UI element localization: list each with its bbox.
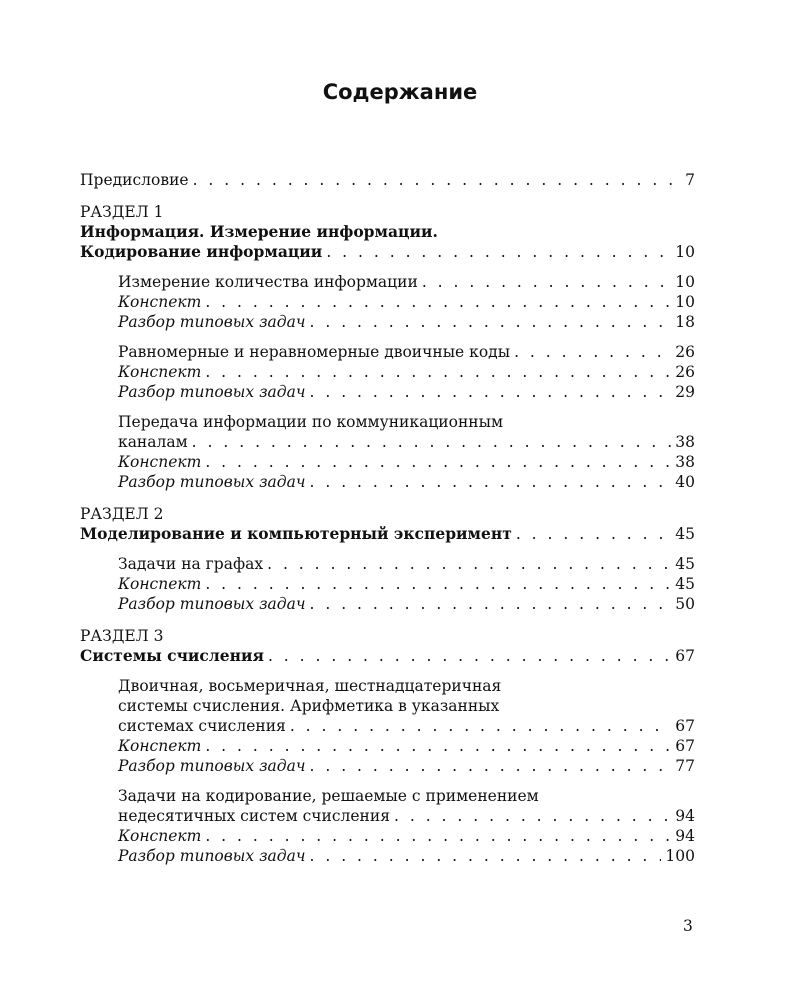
dot-leader [516, 524, 671, 544]
dot-leader [205, 452, 671, 472]
dot-leader [267, 554, 671, 574]
toc-entry-konspekt[interactable] [80, 452, 695, 472]
toc-entry-subsection-page: 26 [675, 343, 695, 361]
toc-entry-konspekt[interactable] [80, 736, 695, 756]
toc-entry-razbor[interactable] [80, 594, 695, 614]
dot-leader [309, 846, 661, 866]
toc-entry-razbor[interactable] [80, 382, 695, 402]
toc-entry-section-page: 10 [675, 243, 695, 261]
toc-entry-razbor[interactable] [80, 846, 695, 866]
toc-entry-konspekt[interactable] [80, 574, 695, 594]
table-of-contents [80, 170, 695, 866]
toc-entry-konspekt-label: Конспект [118, 737, 202, 755]
toc-entry-konspekt-page: 26 [675, 363, 695, 381]
dot-leader [309, 312, 671, 332]
toc-entry-section[interactable] [80, 524, 695, 544]
toc-entry-razbor-label: Разбор типовых задач [118, 595, 306, 613]
toc-entry-subsection-page: 10 [675, 273, 695, 291]
dot-leader [309, 472, 671, 492]
page-title: Содержание [322, 80, 478, 104]
toc-entry-razbor[interactable] [80, 472, 695, 492]
toc-entry-konspekt[interactable] [80, 362, 695, 382]
toc-entry-konspekt-label: Конспект [118, 293, 202, 311]
dot-leader [422, 272, 671, 292]
toc-entry-razbor-label: Разбор типовых задач [118, 473, 306, 491]
toc-entry-konspekt-page: 38 [675, 453, 695, 471]
toc-entry-razbor-page: 100 [665, 847, 695, 865]
toc-entry-razbor-page: 29 [675, 383, 695, 401]
dot-leader [205, 292, 671, 312]
toc-entry-konspekt-label: Конспект [118, 827, 202, 845]
toc-entry-konspekt-label: Конспект [118, 453, 202, 471]
toc-entry-konspekt-page: 10 [675, 293, 695, 311]
toc-entry-preface[interactable] [80, 170, 695, 190]
toc-entry-subsection[interactable] [80, 272, 695, 292]
toc-entry-preface-label: Предисловие [80, 171, 189, 189]
toc-entry-konspekt-page: 67 [675, 737, 695, 755]
toc-entry-subsection[interactable] [80, 432, 695, 452]
toc-entry-subsection-label: недесятичных систем счисления [118, 807, 390, 825]
toc-entry-konspekt[interactable] [80, 292, 695, 312]
toc-entry-section[interactable] [80, 242, 695, 262]
toc-entry-section-page: 67 [675, 647, 695, 665]
toc-entry-razbor-page: 77 [675, 757, 695, 775]
toc-entry-section-page: 45 [675, 525, 695, 543]
toc-entry-konspekt[interactable] [80, 826, 695, 846]
dot-leader [394, 806, 671, 826]
dot-leader [205, 736, 671, 756]
toc-entry-razbor-label: Разбор типовых задач [118, 383, 306, 401]
dot-leader [205, 826, 671, 846]
dot-leader [309, 756, 671, 776]
toc-entry-razbor[interactable] [80, 756, 695, 776]
section-heading: РАЗДЕЛ 2 [80, 505, 164, 523]
subsection-title-line: Передача информации по коммуникационным [118, 413, 504, 431]
toc-entry-razbor-label: Разбор типовых задач [118, 757, 306, 775]
toc-entry-subsection[interactable] [80, 554, 695, 574]
toc-entry-razbor-page: 18 [675, 313, 695, 331]
toc-entry-section-label: Системы счисления [80, 646, 264, 665]
dot-leader [309, 382, 671, 402]
dot-leader [205, 574, 671, 594]
toc-entry-subsection-page: 45 [675, 555, 695, 573]
section-heading: РАЗДЕЛ 3 [80, 627, 164, 645]
toc-entry-razbor-page: 50 [675, 595, 695, 613]
toc-entry-subsection-label: Измерение количества информации [118, 273, 418, 291]
toc-entry-subsection[interactable] [80, 342, 695, 362]
toc-entry-konspekt-page: 94 [675, 827, 695, 845]
toc-entry-section-label: Моделирование и компьютерный эксперимент [80, 524, 512, 543]
toc-entry-konspekt-label: Конспект [118, 575, 202, 593]
toc-entry-razbor[interactable] [80, 312, 695, 332]
dot-leader [192, 432, 672, 452]
page-number: 3 [683, 917, 693, 935]
dot-leader [193, 170, 682, 190]
toc-entry-preface-page: 7 [685, 171, 695, 189]
toc-entry-subsection-label: Равномерные и неравномерные двоичные коды [118, 343, 511, 361]
toc-entry-razbor-page: 40 [675, 473, 695, 491]
dot-leader [205, 362, 671, 382]
toc-entry-subsection-label: Задачи на графах [118, 555, 264, 573]
toc-entry-subsection-page: 38 [675, 433, 695, 451]
subsection-title-line: Двоичная, восьмеричная, шестнадцатеричная [118, 677, 502, 695]
toc-entry-section-label: Кодирование информации [80, 242, 323, 261]
subsection-title-line: системы счисления. Арифметика в указанных [118, 697, 500, 715]
toc-entry-subsection-page: 67 [675, 717, 695, 735]
toc-entry-subsection-label: системах счисления [118, 717, 286, 735]
dot-leader [309, 594, 671, 614]
toc-entry-razbor-label: Разбор типовых задач [118, 847, 306, 865]
toc-entry-section[interactable] [80, 646, 695, 666]
toc-entry-konspekt-page: 45 [675, 575, 695, 593]
toc-entry-konspekt-label: Конспект [118, 363, 202, 381]
dot-leader [514, 342, 671, 362]
subsection-title-line: Задачи на кодирование, решаемые с применением [118, 787, 539, 805]
dot-leader [268, 646, 671, 666]
toc-entry-razbor-label: Разбор типовых задач [118, 313, 306, 331]
section-title-line: Информация. Измерение информации. [80, 222, 438, 241]
dot-leader [290, 716, 671, 736]
section-heading: РАЗДЕЛ 1 [80, 203, 164, 221]
toc-entry-subsection-page: 94 [675, 807, 695, 825]
dot-leader [326, 242, 671, 262]
toc-entry-subsection-label: каналам [118, 433, 188, 451]
toc-entry-subsection[interactable] [80, 716, 695, 736]
toc-entry-subsection[interactable] [80, 806, 695, 826]
